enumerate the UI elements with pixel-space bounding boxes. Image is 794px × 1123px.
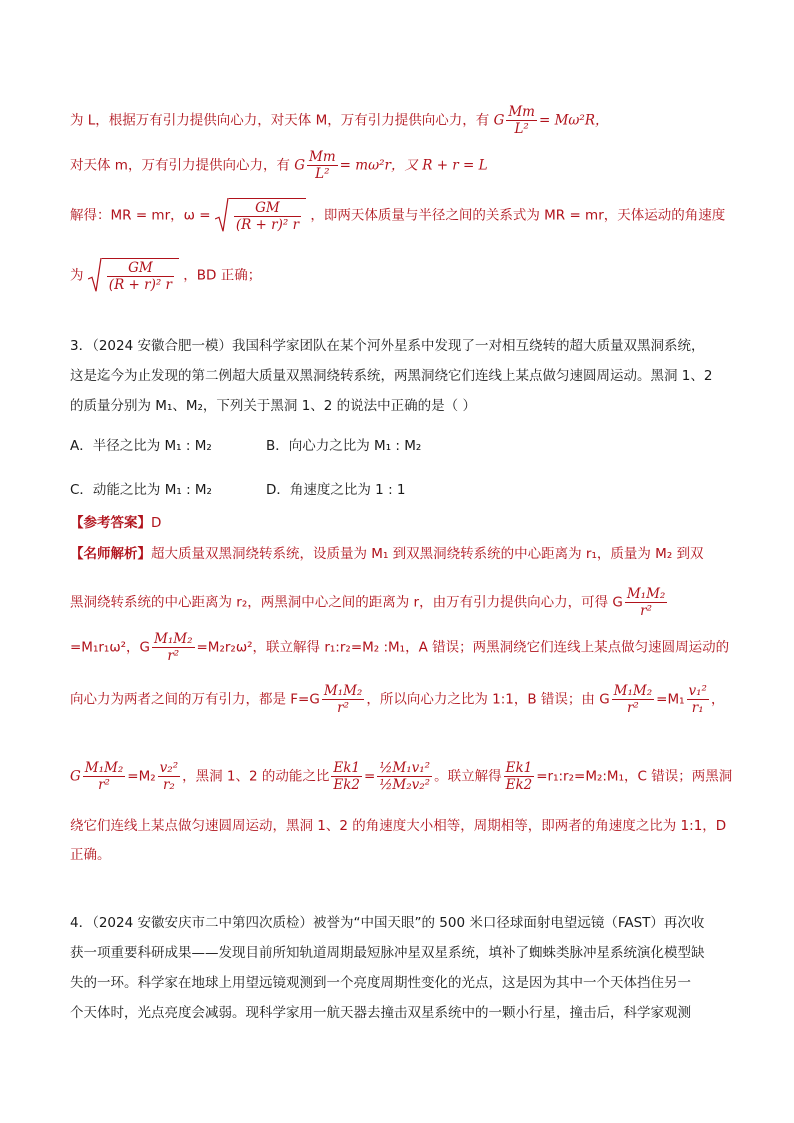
explanation-line-2: 黑洞绕转系统的中心距离为 r₂，两黑洞中心之间的距离为 r，由万有引力提供向心力，可得 G $\frac{\text{M₁M₂}}{\text{r²}}$ — [70, 586, 666, 619]
fraction: $\frac{\text{v₂²}}{\text{r₂}}$ — [159, 760, 179, 793]
question-3-line-2: 这是迄今为止发现的第二例超大质量双黑洞绕转系统，两黑洞绕它们连线上某点做匀速圆周运动。黑洞 1、2 — [70, 368, 713, 384]
fraction: $\frac{\text{M₁M₂}}{\text{r²}}$ — [613, 683, 653, 716]
fraction: $\frac{Mm}{\text{L²}}$ — [309, 149, 336, 182]
solution-line-1: 为 L，根据万有引力提供向心力，对天体 M，万有引力提供向心力，有 G $\frac{Mm}{\text{L²}}$ = Mω²R， — [70, 104, 609, 137]
explanation-label: 【名师解析】 — [70, 546, 151, 562]
fraction: $\frac{\text{v₁²}}{\text{r₁}}$ — [688, 683, 707, 716]
fraction: $\frac{\text{M₁M₂}}{\text{r²}}$ — [154, 631, 193, 664]
question-3-line-3: 的质量分别为 M₁、M₂，下列关于黑洞 1、2 的说法中正确的是（ ） — [70, 398, 476, 414]
text: 对天体 m，万有引力提供向心力，有 — [70, 157, 290, 174]
equation: = mω²r，又 R + r = L — [339, 157, 488, 174]
fraction: $\frac{\text{M₁M₂}}{\text{r²}}$ — [323, 683, 363, 716]
option-a: A．半径之比为 M₁ : M₂ — [70, 438, 212, 454]
solution-line-4 — [70, 258, 261, 293]
explanation-line-5: G $\frac{\text{M₁M₂}}{\text{r²}}$ =M₂ $\frac{\text{v₂²}}{\text{r₂}}$ ，黑洞 1、2 的动能之比 $\frac{Ek1}{Ek2}$ = $\frac{\text{½M₁v₁²}}{\text{½M₂v₂²}}$ 。联立解得 $\frac{Ek1}{Ek2}$ =r₁:r₂=M₂:M₁，C 错误；两黑洞 — [70, 760, 733, 793]
question-3-line-1: 3．（2024 安徽合肥一模）我国科学家团队在某个河外星系中发现了一对相互绕转的超大质量双黑洞系统， — [70, 338, 705, 354]
explanation-line-4: 向心力为两者之间的万有引力，都是 F=G $\frac{\text{M₁M₂}}{\text{r²}}$ ，所以向心力之比为 1:1，B 错误；由 G $\frac{\text{M₁M₂}}{\text{r²}}$ =M₁ $\frac{\text{v₁²}}{\text{r₁}}$ ， — [70, 683, 725, 716]
explanation-line-1: 【名师解析】超大质量双黑洞绕转系统，设质量为 M₁ 到双黑洞绕转系统的中心距离为 r₁，质量为 M₂ 到双 — [70, 546, 704, 562]
text: 为 — [70, 267, 84, 284]
option-c: C．动能之比为 M₁ : M₂ — [70, 482, 212, 498]
question-4-line-4: 个天体时，光点亮度会减弱。现科学家用一航天器去撞击双星系统中的一颗小行星，撞击后，科学家观测 — [70, 1005, 691, 1021]
sqrt-expression: $\frac{GM}{\text{(R + r)² r}}$ — [215, 198, 306, 233]
fraction: $\frac{Ek1}{Ek2}$ — [505, 760, 533, 793]
text: 解得：MR = mr，ω = — [70, 207, 211, 224]
explanation-line-3: =M₁r₁ω²，G $\frac{\text{M₁M₂}}{\text{r²}}$ =M₂r₂ω²，联立解得 r₁:r₂=M₂ :M₁，A 错误；两黑洞绕它们连线上某点做匀速圆周运动的 — [70, 631, 730, 664]
fraction: $\frac{\text{½M₁v₁²}}{\text{½M₂v₂²}}$ — [379, 760, 431, 793]
sqrt-expression: $\frac{GM}{\text{(R + r)² r}}$ — [88, 258, 179, 293]
answer-value: D — [151, 515, 162, 531]
fraction: $\frac{Ek1}{Ek2}$ — [333, 760, 360, 793]
text: ，BD 正确； — [183, 267, 262, 284]
question-4-line-3: 失的一环。科学家在地球上用望远镜观测到一个亮度周期性变化的光点，这是因为其中一个天体挡住另一 — [70, 975, 691, 991]
solution-line-2: 对天体 m，万有引力提供向心力，有 G $\frac{Mm}{\text{L²}}$ = mω²r，又 R + r = L — [70, 149, 488, 182]
answer-line — [70, 513, 161, 533]
explanation-line-7: 正确。 — [70, 847, 111, 863]
option-d: D．角速度之比为 1 : 1 — [266, 482, 406, 498]
text: ，即两天体质量与半径之间的关系式为 MR = mr，天体运动的角速度 — [310, 207, 726, 224]
explanation-line-6: 绕它们连线上某点做匀速圆周运动，黑洞 1、2 的角速度大小相等，周期相等，即两者的角速度之比为 1:1，D — [70, 818, 727, 834]
fraction: $\frac{\text{M₁M₂}}{\text{r²}}$ — [626, 586, 666, 619]
text: 为 L，根据万有引力提供向心力，对天体 M，万有引力提供向心力，有 — [70, 112, 490, 129]
equation: = Mω²R， — [538, 112, 609, 129]
question-4-line-2: 获一项重要科研成果——发现目前所知轨道周期最短脉冲星双星系统，填补了蜘蛛类脉冲星系统演化模型缺 — [70, 945, 705, 961]
answer-label: 【参考答案】 — [70, 515, 151, 531]
question-4-line-1: 4．（2024 安徽安庆市二中第四次质检）被誉为“中国天眼”的 500 米口径球面射电望远镜（FAST）再次收 — [70, 915, 705, 931]
option-b: B．向心力之比为 M₁ : M₂ — [266, 438, 422, 454]
solution-line-3 — [70, 198, 725, 233]
fraction: $\frac{\text{M₁M₂}}{\text{r²}}$ — [84, 760, 124, 793]
fraction: $\frac{Mm}{\text{L²}}$ — [508, 104, 535, 137]
